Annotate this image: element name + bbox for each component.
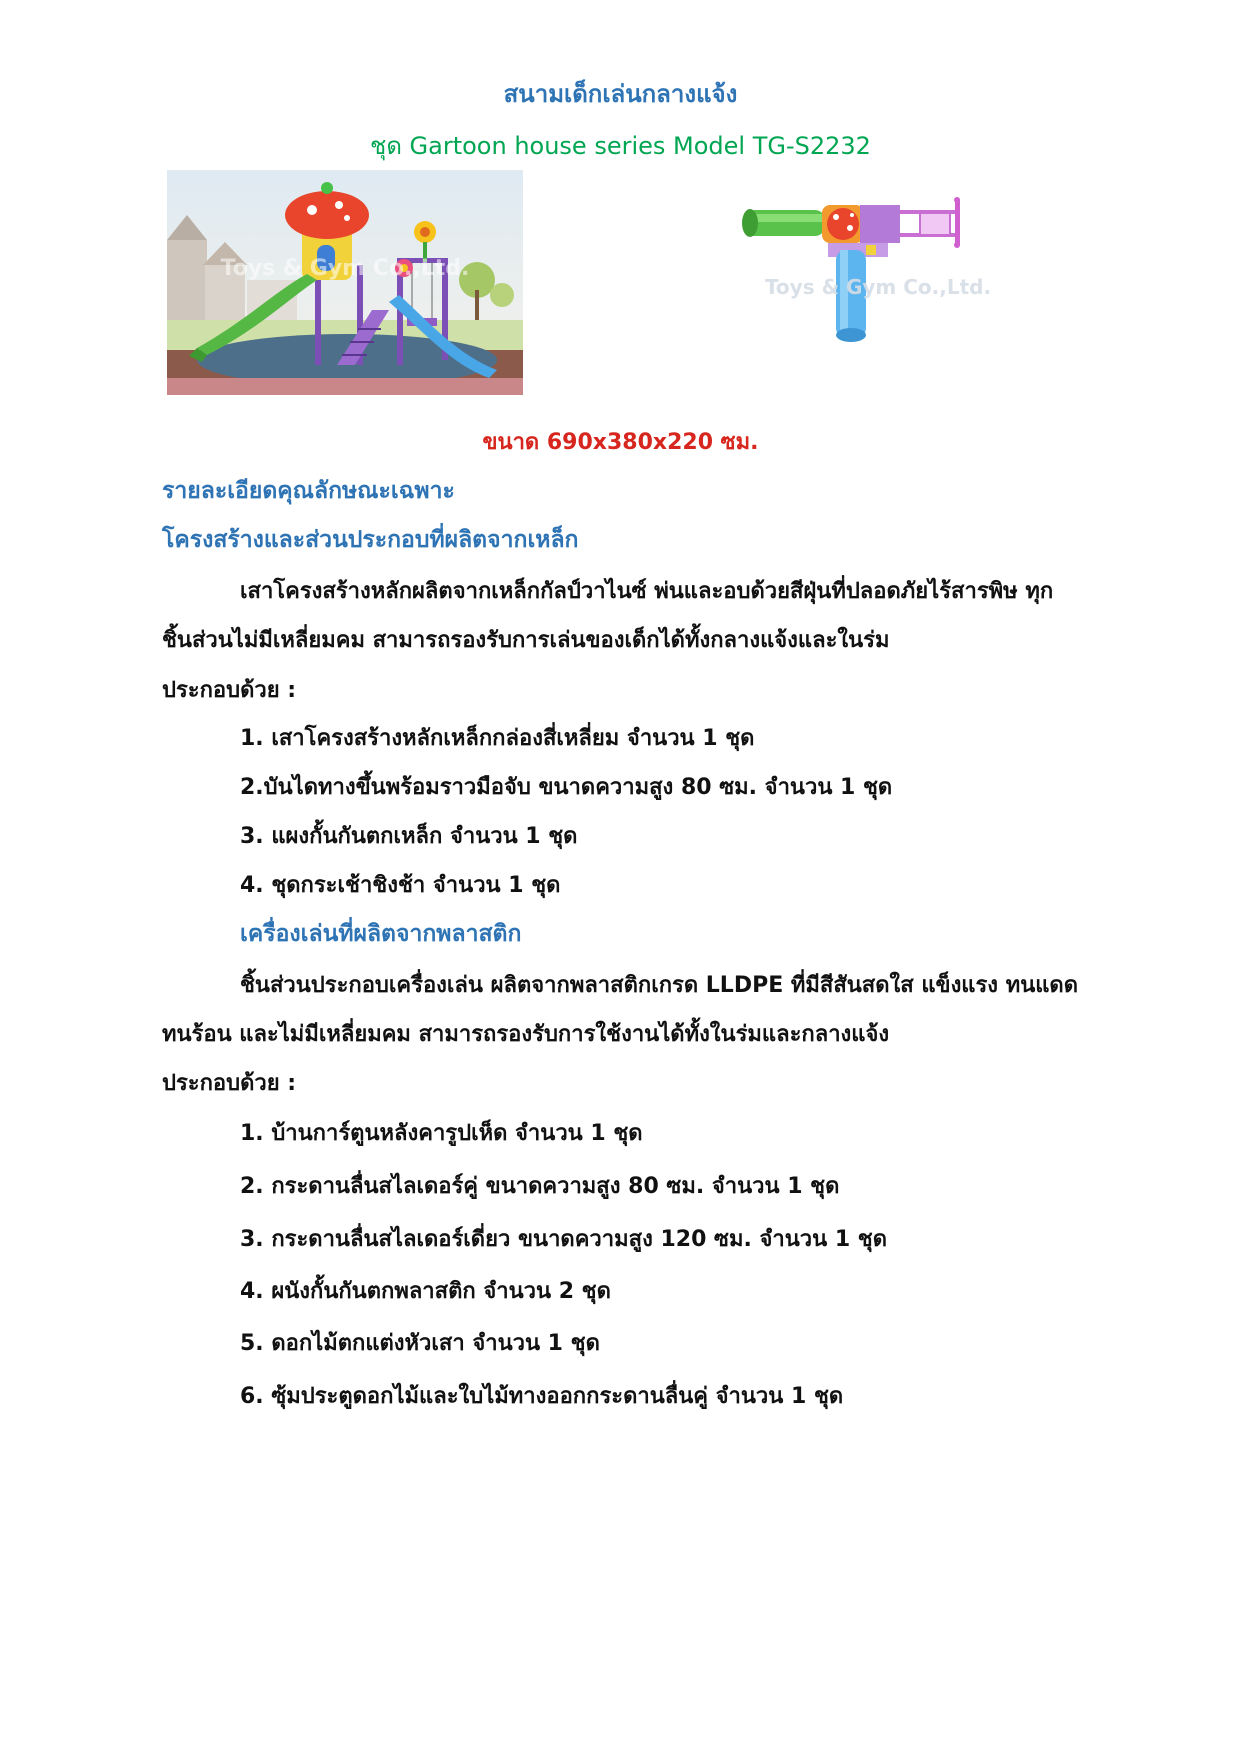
- plastic-item-2: 2. กระดานลื่นสไลเดอร์คู่ ขนาดความสูง 80 ซม. จำนวน 1 ชุด: [240, 1174, 840, 1199]
- plastic-consists-label: ประกอบด้วย :: [162, 1071, 297, 1096]
- plastic-item-6: 6. ซุ้มประตูดอกไม้และใบไม้ทางออกกระดานลื่นคู่ จำนวน 1 ชุด: [240, 1384, 844, 1409]
- page-title: สนามเด็กเล่นกลางแจ้ง: [503, 80, 738, 108]
- watermark-text: Toys & Gym Co.,Ltd.: [220, 256, 470, 281]
- plastic-item-5: 5. ดอกไม้ตกแต่งหัวเสา จำนวน 1 ชุด: [240, 1331, 600, 1356]
- plastic-heading: เครื่องเล่นที่ผลิตจากพลาสติก: [240, 921, 522, 947]
- playground-photo: [167, 170, 523, 395]
- product-size: ขนาด 690x380x220 ซม.: [482, 430, 759, 455]
- steel-item-3: 3. แผงกั้นกันตกเหล็ก จำนวน 1 ชุด: [240, 824, 578, 849]
- plastic-item-1: 1. บ้านการ์ตูนหลังคารูปเห็ด จำนวน 1 ชุด: [240, 1121, 643, 1146]
- steel-paragraph-line1: เสาโครงสร้างหลักผลิตจากเหล็กกัลป์วาไนซ์ พ่นและอบด้วยสีฝุ่นที่ปลอดภัยไร้สารพิษ ทุก: [240, 579, 1054, 604]
- steel-heading: โครงสร้างและส่วนประกอบที่ผลิตจากเหล็ก: [162, 527, 579, 553]
- plastic-item-4: 4. ผนังกั้นกันตกพลาสติก จำนวน 2 ชุด: [240, 1279, 611, 1304]
- spec-heading: รายละเอียดคุณลักษณะเฉพาะ: [162, 478, 455, 504]
- plastic-item-3: 3. กระดานลื่นสไลเดอร์เดี่ยว ขนาดความสูง 120 ซม. จำนวน 1 ชุด: [240, 1227, 888, 1252]
- steel-paragraph-line2: ชิ้นส่วนไม่มีเหลี่ยมคม สามารถรองรับการเล่นของเด็กได้ทั้งกลางแจ้งและในร่ม: [162, 628, 890, 653]
- steel-item-4: 4. ชุดกระเช้าชิงช้า จำนวน 1 ชุด: [240, 873, 561, 898]
- steel-consists-label: ประกอบด้วย :: [162, 678, 297, 703]
- steel-item-1: 1. เสาโครงสร้างหลักเหล็กกล่องสี่เหลี่ยม จำนวน 1 ชุด: [240, 726, 755, 751]
- plastic-paragraph-line2: ทนร้อน และไม่มีเหลี่ยมคม สามารถรองรับการใช้งานได้ทั้งในร่มและกลางแจ้ง: [162, 1022, 890, 1047]
- plastic-paragraph-line1: ชิ้นส่วนประกอบเครื่องเล่น ผลิตจากพลาสติกเกรด LLDPE ที่มีสีสันสดใส แข็งแรง ทนแดด: [240, 973, 1078, 998]
- watermark-text-top-view: Toys & Gym Co.,Ltd.: [764, 275, 992, 299]
- playground-top-view: [740, 195, 1010, 350]
- steel-item-2: 2.บันไดทางขึ้นพร้อมราวมือจับ ขนาดความสูง 80 ซม. จำนวน 1 ชุด: [240, 775, 893, 800]
- product-model-subtitle: ชุด Gartoon house series Model TG-S2232: [370, 132, 871, 160]
